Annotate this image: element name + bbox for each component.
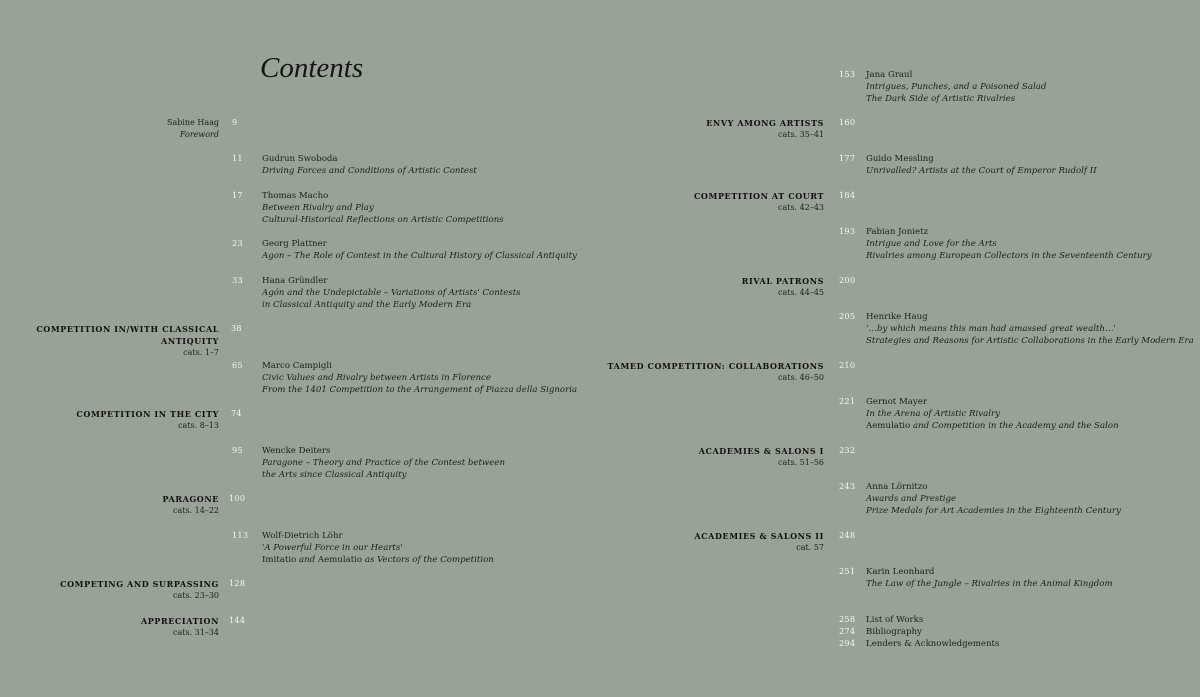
section-name: ENVY AMONG ARTISTS — [706, 118, 824, 128]
essay-title: 'A Powerful Force in our Hearts' — [262, 543, 403, 553]
essay-subtitle-part: Aemulatio — [866, 421, 911, 431]
page-number: 248 — [839, 530, 856, 540]
page-number: 251 — [839, 566, 856, 576]
page-number: 23 — [232, 238, 243, 248]
essay-title: Paragone – Theory and Practice of the Contest between — [262, 458, 505, 468]
essay-subtitle — [262, 554, 494, 566]
essay-subtitle-part: Aemulatio — [317, 555, 363, 565]
essay-author: Marco Campigli — [262, 361, 332, 371]
essay-title: Between Rivalry and Play — [262, 203, 374, 213]
essay-title: Unrivalled? Artists at the Court of Emperor Rudolf II — [866, 166, 1097, 176]
essay-entry[interactable] — [262, 238, 577, 262]
essay-entry[interactable] — [262, 445, 505, 481]
essay-subtitle-part: and — [910, 421, 932, 431]
section-cats: cats. 51–56 — [777, 458, 824, 467]
section-name: COMPETING AND SURPASSING — [60, 579, 219, 589]
page-number: 205 — [839, 311, 856, 321]
essay-author: Gernot Mayer — [866, 397, 927, 407]
section-cats: cats. 44–45 — [777, 288, 824, 297]
section-name: COMPETITION IN/WITH CLASSICAL ANTIQUITY — [36, 324, 219, 346]
section-name: COMPETITION AT COURT — [693, 191, 824, 201]
page-number: 274 — [839, 626, 856, 636]
page-number: 95 — [232, 445, 243, 455]
essay-entry[interactable] — [866, 311, 1194, 347]
essay-author: Fabian Jonietz — [866, 227, 929, 237]
essay-author: Henrike Haug — [866, 312, 928, 322]
section-cats: cats. 42–43 — [777, 203, 824, 212]
page-number: 200 — [839, 275, 856, 285]
essay-title: Civic Values and Rivalry between Artists in Florence — [262, 373, 491, 383]
page-number: 258 — [839, 614, 856, 624]
essay-author: Anna Lörnitzo — [866, 482, 928, 492]
essay-entry[interactable] — [866, 69, 1046, 105]
section-heading[interactable] — [162, 493, 219, 517]
section-name: RIVAL PATRONS — [741, 276, 824, 286]
essay-author: Guido Messling — [866, 154, 934, 164]
page-number: 17 — [232, 190, 243, 200]
essay-entry[interactable] — [866, 396, 1119, 432]
essay-title: Agon – The Role of Contest in the Cultural History of Classical Antiquity — [262, 251, 577, 261]
section-name: ACADEMIES & SALONS II — [694, 531, 824, 541]
section-cats: cats. 8–13 — [178, 421, 219, 430]
essay-subtitle-part: and — [296, 555, 318, 565]
essay-subtitle — [866, 420, 1119, 432]
essay-entry[interactable] — [866, 481, 1121, 517]
page-number: 11 — [232, 153, 243, 163]
section-heading[interactable] — [76, 408, 219, 432]
section-name: COMPETITION IN THE CITY — [76, 409, 219, 419]
back-matter-item[interactable]: Lenders & Acknowledgements — [866, 639, 1000, 649]
section-cats: cat. 57 — [796, 543, 824, 552]
essay-entry[interactable] — [866, 566, 1113, 590]
essay-title: '…by which means this man had amassed great wealth…' — [866, 324, 1116, 334]
section-cats: cats. 14–22 — [172, 506, 219, 515]
essay-title: Intrigues, Punches, and a Poisoned Salad — [866, 82, 1047, 92]
essay-subtitle: The Dark Side of Artistic Rivalries — [866, 94, 1016, 104]
page-number: 128 — [229, 578, 246, 588]
page-number: 243 — [839, 481, 856, 491]
essay-title: Driving Forces and Conditions of Artistic Contest — [262, 166, 477, 176]
essay-subtitle: in Classical Antiquity and the Early Modern Era — [262, 300, 472, 310]
back-matter-item[interactable]: Bibliography — [866, 627, 922, 637]
essay-author: Jana Graul — [866, 70, 913, 80]
section-heading[interactable] — [742, 275, 824, 299]
page-number: 153 — [839, 69, 856, 79]
section-cats: cats. 1–7 — [183, 348, 219, 357]
section-heading[interactable] — [141, 615, 219, 639]
page-number: 113 — [232, 530, 249, 540]
page-number: 38 — [231, 323, 242, 333]
section-heading[interactable] — [706, 117, 824, 141]
essay-subtitle: From the 1401 Competition to the Arrangement of Piazza della Signoria — [262, 385, 578, 395]
essay-subtitle-part: as Vectors of the Competition — [362, 555, 494, 565]
essay-subtitle-part: Competition in the Academy and the Salon — [931, 421, 1119, 431]
section-heading[interactable] — [60, 578, 219, 602]
section-cats: cats. 31–34 — [172, 628, 219, 637]
essay-entry[interactable] — [866, 226, 1152, 262]
page-number: 232 — [839, 445, 856, 455]
page-number: 100 — [229, 493, 246, 503]
foreword-title: Foreword — [179, 130, 219, 139]
section-heading[interactable] — [699, 445, 824, 469]
section-name: APPRECIATION — [140, 616, 219, 626]
essay-author: Karin Leonhard — [866, 567, 935, 577]
section-heading[interactable] — [608, 360, 824, 384]
essay-author: Thomas Macho — [262, 191, 329, 201]
section-name: PARAGONE — [162, 494, 219, 504]
essay-title: The Law of the Jungle – Rivalries in the Animal Kingdom — [866, 579, 1113, 589]
essay-entry[interactable] — [866, 153, 1097, 177]
essay-title: In the Arena of Artistic Rivalry — [866, 409, 1000, 419]
foreword-entry[interactable] — [167, 117, 219, 141]
essay-entry[interactable] — [262, 530, 494, 566]
section-name: TAMED COMPETITION: COLLABORATIONS — [607, 361, 824, 371]
essay-author: Georg Plattner — [262, 239, 327, 249]
page-number: 177 — [839, 153, 856, 163]
page-number: 184 — [839, 190, 856, 200]
essay-subtitle: the Arts since Classical Antiquity — [262, 470, 407, 480]
page-number: 74 — [231, 408, 242, 418]
page-number: 144 — [229, 615, 246, 625]
page-number: 193 — [839, 226, 856, 236]
page-number: 65 — [232, 360, 243, 370]
essay-author: Gudrun Swoboda — [262, 154, 338, 164]
essay-entry[interactable] — [262, 190, 504, 226]
essay-title: Agón and the Undepictable – Variations of Artists' Contests — [262, 288, 521, 298]
section-name: ACADEMIES & SALONS I — [698, 446, 824, 456]
essay-entry[interactable] — [262, 360, 577, 396]
section-cats: cats. 23–30 — [172, 591, 219, 600]
section-heading[interactable] — [0, 323, 219, 359]
page-title: Contents — [260, 52, 364, 84]
page-number: 160 — [839, 117, 856, 127]
back-matter-item[interactable]: List of Works — [866, 615, 924, 625]
page-number: 9 — [232, 117, 238, 127]
essay-title: Intrigue and Love for the Arts — [866, 239, 997, 249]
page-number: 294 — [839, 638, 856, 648]
section-heading[interactable] — [694, 530, 824, 554]
essay-author: Hana Gründler — [262, 276, 328, 286]
essay-subtitle-part: Imitatio — [262, 555, 297, 565]
essay-entry[interactable] — [262, 153, 477, 177]
essay-author: Wolf-Dietrich Löhr — [262, 531, 343, 541]
foreword-author: Sabine Haag — [167, 118, 219, 127]
essay-entry[interactable] — [262, 275, 521, 311]
essay-subtitle: Prize Medals for Art Academies in the Eighteenth Century — [866, 506, 1121, 516]
section-cats: cats. 46–50 — [777, 373, 824, 382]
page-number: 210 — [839, 360, 856, 370]
page-number: 221 — [839, 396, 856, 406]
essay-subtitle: Rivalries among European Collectors in the Seventeenth Century — [866, 251, 1152, 261]
section-heading[interactable] — [694, 190, 824, 214]
section-cats: cats. 35–41 — [777, 130, 824, 139]
essay-author: Wencke Deiters — [262, 446, 331, 456]
essay-title: Awards and Prestige — [866, 494, 957, 504]
page-number: 33 — [232, 275, 243, 285]
essay-subtitle: Strategies and Reasons for Artistic Collaborations in the Early Modern Era — [866, 336, 1194, 346]
essay-subtitle: Cultural-Historical Reflections on Artistic Competitions — [262, 215, 504, 225]
